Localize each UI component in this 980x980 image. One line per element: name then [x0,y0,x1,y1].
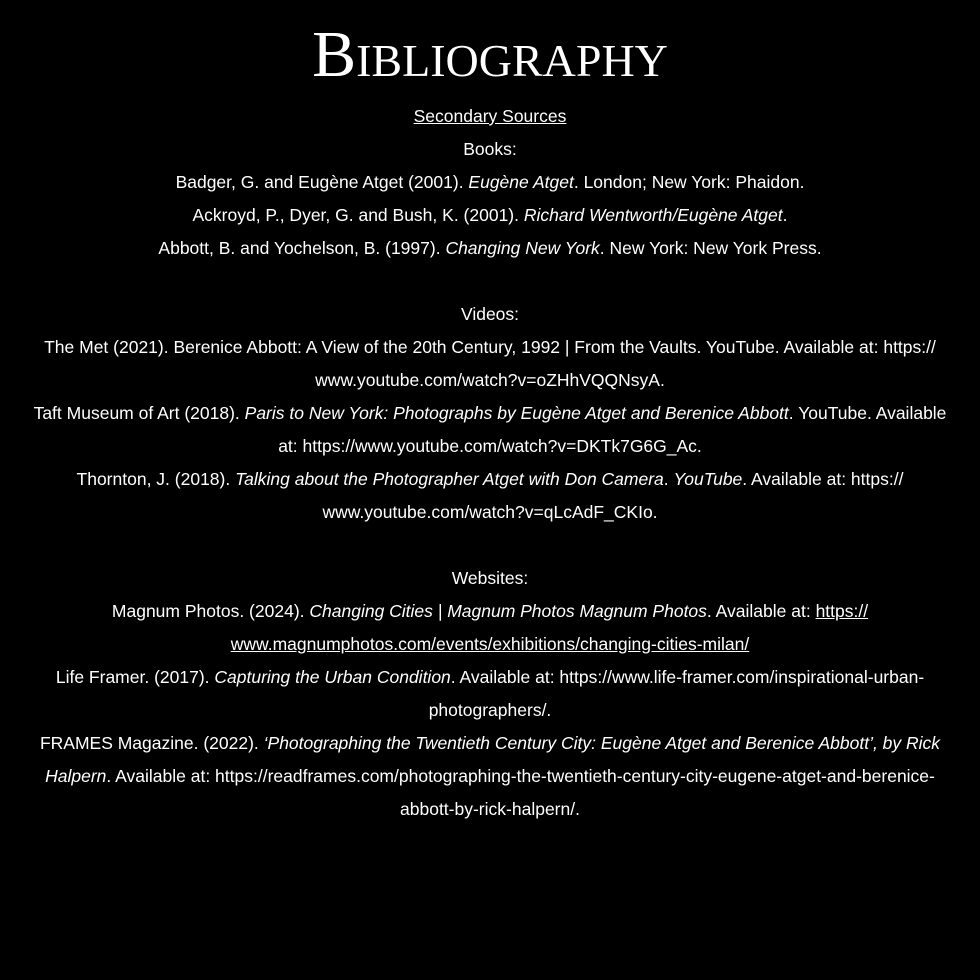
video-entry-line: at: https://www.youtube.com/watch?v=DKTk7G6G_Ac. [278,436,702,456]
page-title: Bibliography [312,18,668,91]
book-entry: Abbott, B. and Yochelson, B. (1997). Changing New York. New York: New York Press. [158,238,822,258]
video-entry-line: Thornton, J. (2018). Talking about the Photographer Atget with Don Camera. YouTube. Available at: https:// [76,469,904,489]
magnum-link[interactable]: www.magnumphotos.com/events/exhibitions/changing-cities-milan/ [230,634,750,654]
website-entry-line: Magnum Photos. (2024). Changing Cities | Magnum Photos Magnum Photos. Available at: https:// [111,601,869,621]
books-heading: Books: [463,139,517,159]
section-gap [6,265,974,298]
website-entry-line: Halpern. Available at: https://readframes.com/photographing-the-twentieth-century-city-eugene-atget-and-berenice- [45,766,935,786]
video-entry-line: www.youtube.com/watch?v=oZHhVQQNsyA. [315,370,665,390]
book-entry: Ackroyd, P., Dyer, G. and Bush, K. (2001). Richard Wentworth/Eugène Atget. [192,205,788,225]
magnum-link[interactable]: https:// [815,601,869,621]
website-entry-line: photographers/. [428,700,552,720]
bibliography-content [0,100,980,826]
website-entry-line [6,628,974,661]
section-gap [6,529,974,562]
website-entry-line: Life Framer. (2017). Capturing the Urban Condition. Available at: https://www.life-framer.com/inspirational-urban- [55,667,925,687]
book-entry: Badger, G. and Eugène Atget (2001). Eugène Atget. London; New York: Phaidon. [175,172,805,192]
video-entry-line: The Met (2021). Berenice Abbott: A View of the 20th Century, 1992 | From the Vaults. YouTube. Available at: https:// [44,337,936,357]
video-entry-line: www.youtube.com/watch?v=qLcAdF_CKIo. [322,502,658,522]
secondary-sources-heading: Secondary Sources [413,106,567,126]
videos-heading: Videos: [460,304,520,324]
video-entry-line: Taft Museum of Art (2018). Paris to New York: Photographs by Eugène Atget and Berenice Abbott. YouTube. Available [33,403,947,423]
websites-heading: Websites: [451,568,529,588]
website-entry-line: FRAMES Magazine. (2022). ‘Photographing the Twentieth Century City: Eugène Atget and Berenice Abbott’, by Rick [39,733,941,753]
website-entry-line: abbott-by-rick-halpern/. [400,799,580,819]
